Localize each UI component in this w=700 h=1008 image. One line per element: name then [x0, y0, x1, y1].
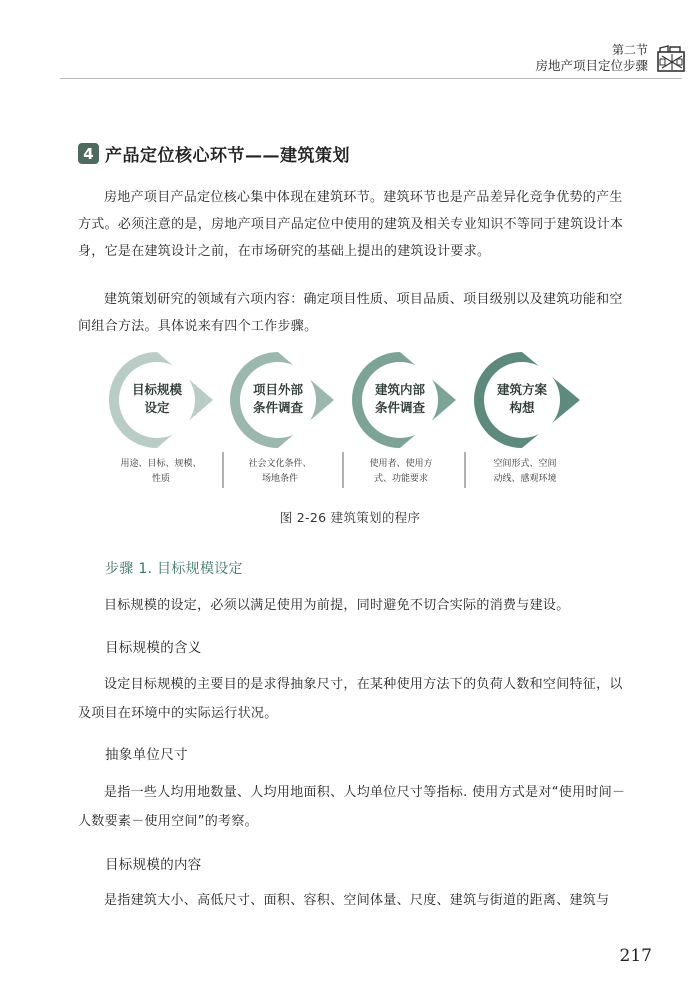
- stage-4-note-line2: 动线、感观环境: [493, 474, 557, 484]
- stage-2-label-line1: 项目外部: [252, 382, 304, 397]
- content-text: 是指建筑大小、高低尺寸、面积、容积、空间体量、尺度、建筑与街道的距离、建筑与: [104, 893, 610, 908]
- stage-4: [474, 352, 580, 484]
- subhead-unit-size: 抽象单位尺寸: [105, 747, 188, 763]
- section-number-badge: 4: [78, 143, 99, 164]
- step-1-intro: 目标规模的设定，必须以满足使用为前提，同时避免不切合实际的消费与建设。: [104, 598, 570, 613]
- stage-2-note-line1: 社会文化条件、: [248, 459, 312, 469]
- figure-caption: 图 2-26 建筑策划的程序: [279, 510, 421, 525]
- building-sketch-icon: [656, 44, 688, 74]
- stage-3-note-line2: 式、功能要求: [373, 474, 429, 484]
- step-1-title: 步骤 1. 目标规模设定: [105, 561, 243, 577]
- planning-process-diagram: [105, 340, 605, 500]
- stage-1-note-line1: 用途、目标、规模、: [120, 459, 202, 469]
- header-rule: [60, 78, 682, 79]
- running-header: [535, 42, 648, 74]
- paragraph-scope: 建筑策划研究的领域有六项内容：确定项目性质、项目品质、项目级别以及建筑功能和空间组合方法。具体说来有四个工作步骤。: [78, 292, 623, 334]
- meaning-text: 设定目标规模的主要目的是求得抽象尺寸，在某种使用方法下的负荷人数和空间特征，以及项目在环境中的实际运行状况。: [78, 677, 623, 721]
- section-title: 产品定位核心环节——建筑策划: [105, 146, 350, 166]
- stage-1-label-line1: 目标规模: [131, 382, 183, 397]
- stage-2-label-line2: 条件调查: [252, 400, 304, 415]
- chapter-label: 第二节: [611, 43, 648, 57]
- stage-1: [109, 352, 213, 484]
- paragraph-intro: 房地产项目产品定位核心集中体现在建筑环节。建筑环节也是产品差异化竞争优势的产生方式。必须注意的是，房地产项目产品定位中使用的建筑及相关专业知识不等同于建筑设计本身，它是在建筑设计之前，在市场研究的基础上提出的建筑设计要求。: [78, 190, 624, 259]
- stage-3-label-line1: 建筑内部: [374, 382, 426, 397]
- stage-2: [230, 352, 334, 484]
- page-number: 217: [619, 946, 652, 966]
- section-label: 房地产项目定位步骤: [535, 58, 648, 73]
- stage-1-note-line2: 性质: [151, 474, 171, 484]
- stage-4-label-line1: 建筑方案: [496, 382, 548, 397]
- stage-3-note-line1: 使用者、使用方: [369, 459, 433, 469]
- stage-1-label-line2: 设定: [144, 400, 170, 415]
- unit-size-text: 是指一些人均用地数量、人均用地面积、人均单位尺寸等指标. 使用方式是对“使用时间－人数要素－使用空间”的考察。: [78, 785, 626, 829]
- stage-3: [352, 352, 456, 484]
- stage-4-label-line2: 构想: [509, 400, 535, 415]
- stage-4-note-line1: 空间形式、空间: [493, 459, 557, 469]
- stage-3-label-line2: 条件调查: [374, 400, 426, 415]
- subhead-content: 目标规模的内容: [105, 857, 202, 873]
- stage-2-note-line2: 场地条件: [261, 474, 299, 484]
- subhead-meaning: 目标规模的含义: [105, 640, 202, 656]
- section-heading: [78, 141, 350, 166]
